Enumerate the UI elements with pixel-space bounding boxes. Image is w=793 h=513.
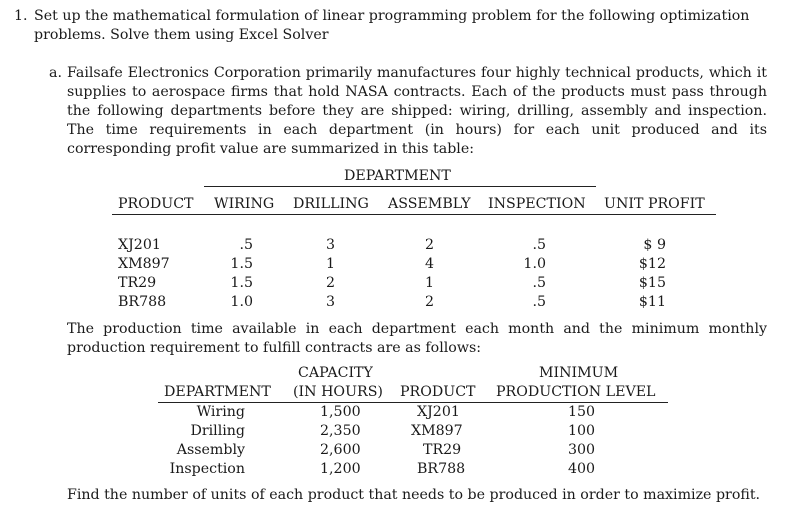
unit-profit-cell: $ 9 bbox=[643, 237, 666, 253]
group-header-rule bbox=[204, 186, 596, 187]
capacity-cell: 2,600 bbox=[320, 442, 361, 458]
capacity-cell: 2,350 bbox=[320, 423, 361, 439]
product-cell: XM897 bbox=[411, 423, 463, 439]
col-header-capacity-top: CAPACITY bbox=[298, 365, 373, 381]
assembly-cell: 1 bbox=[425, 275, 435, 291]
department-cell: Inspection bbox=[169, 461, 245, 477]
assembly-cell: 4 bbox=[425, 256, 435, 272]
wiring-cell: 1.0 bbox=[230, 294, 253, 310]
question-text: Set up the mathematical formulation of linear programming problem for the following optimization problems. Solve them using Excel Solver bbox=[34, 8, 750, 43]
unit-profit-cell: $11 bbox=[638, 294, 666, 310]
minimum-cell: 150 bbox=[568, 404, 596, 420]
capacity-intro: The production time available in each department each month and the minimum monthly production requirement to fulfill contracts are as follows: bbox=[67, 321, 767, 356]
product-cell: TR29 bbox=[423, 442, 462, 458]
closing-instruction: Find the number of units of each product that needs to be produced in order to maximize profit. bbox=[67, 487, 761, 503]
product-cell: XJ201 bbox=[417, 404, 460, 420]
col-header-minimum-top: MINIMUM bbox=[539, 365, 619, 381]
col-header-unit-profit: UNIT PROFIT bbox=[604, 196, 705, 212]
capacity-cell: 1,500 bbox=[320, 404, 361, 420]
minimum-cell: 300 bbox=[568, 442, 596, 458]
department-cell: Assembly bbox=[176, 442, 245, 458]
inspection-cell: 1.0 bbox=[523, 256, 546, 272]
inspection-cell: .5 bbox=[532, 237, 546, 253]
wiring-cell: 1.5 bbox=[230, 275, 253, 291]
capacity-cell: 1,200 bbox=[320, 461, 361, 477]
drilling-cell: 1 bbox=[326, 256, 336, 272]
assembly-cell: 2 bbox=[425, 294, 435, 310]
wiring-cell: 1.5 bbox=[230, 256, 253, 272]
col-header-product: PRODUCT bbox=[400, 384, 476, 400]
table1-header-rule bbox=[112, 214, 716, 215]
part-intro: Failsafe Electronics Corporation primarily manufactures four highly technical products, which it supplies to aerospace firms that hold NASA contracts. Each of the products must pass through the following departments before they are shipped: wiring, drilling, assembly and inspection. The time requirements in each department (in hours) for each unit produced and its corresponding profit value are summarized in this table: bbox=[67, 65, 767, 157]
drilling-cell: 2 bbox=[326, 275, 336, 291]
minimum-cell: 400 bbox=[568, 461, 596, 477]
drilling-cell: 3 bbox=[326, 294, 336, 310]
col-header-department: DEPARTMENT bbox=[164, 384, 271, 400]
col-header-wiring: WIRING bbox=[214, 196, 275, 212]
col-header-inspection: INSPECTION bbox=[488, 196, 586, 212]
question-number: 1. bbox=[14, 8, 28, 24]
product-cell: TR29 bbox=[118, 275, 157, 291]
col-header-assembly: ASSEMBLY bbox=[388, 196, 471, 212]
wiring-cell: .5 bbox=[239, 237, 253, 253]
department-cell: Drilling bbox=[190, 423, 245, 439]
part-label: a. bbox=[49, 65, 62, 81]
department-group-header: DEPARTMENT bbox=[344, 168, 451, 184]
col-header-drilling: DRILLING bbox=[293, 196, 369, 212]
inspection-cell: .5 bbox=[532, 294, 546, 310]
department-cell: Wiring bbox=[196, 404, 245, 420]
col-header-production-level: PRODUCTION LEVEL bbox=[496, 384, 656, 400]
unit-profit-cell: $15 bbox=[638, 275, 666, 291]
drilling-cell: 3 bbox=[326, 237, 336, 253]
assembly-cell: 2 bbox=[425, 237, 435, 253]
product-cell: BR788 bbox=[118, 294, 167, 310]
minimum-cell: 100 bbox=[568, 423, 596, 439]
unit-profit-cell: $12 bbox=[638, 256, 666, 272]
col-header-product: PRODUCT bbox=[118, 196, 194, 212]
product-cell: XM897 bbox=[118, 256, 170, 272]
product-cell: BR788 bbox=[417, 461, 466, 477]
product-cell: XJ201 bbox=[118, 237, 161, 253]
inspection-cell: .5 bbox=[532, 275, 546, 291]
col-header-in-hours: (IN HOURS) bbox=[293, 384, 383, 400]
